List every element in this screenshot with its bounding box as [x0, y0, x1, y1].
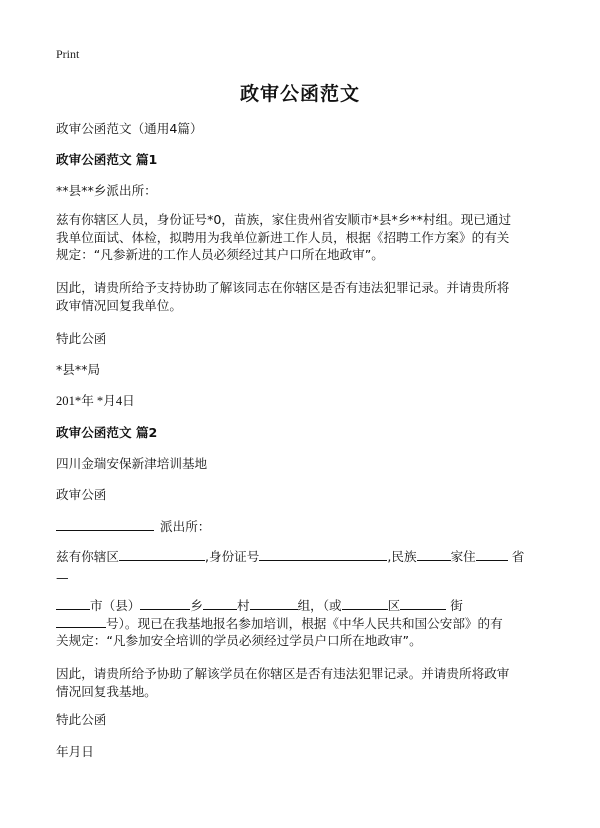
- house-number-blank[interactable]: [56, 615, 106, 628]
- document-title: 政审公函范文: [239, 83, 360, 105]
- print-label[interactable]: Print: [56, 47, 80, 61]
- form-text: 省: [511, 549, 525, 564]
- section2-addressee-suffix: 派出所：: [160, 519, 211, 534]
- section2-form-line3: [56, 597, 546, 614]
- street-blank[interactable]: [400, 597, 446, 610]
- section2-para2-line1: 因此，请贵所给予协助了解该学员在你辖区是否有违法犯罪记录。并请贵所将政审: [56, 666, 510, 681]
- section2-doc-type: 政审公函: [56, 487, 107, 502]
- section2-addressee: [56, 518, 546, 535]
- form-text: ,民族: [387, 549, 417, 564]
- form-text: 村: [236, 598, 250, 613]
- section1-paragraph1: [56, 211, 548, 264]
- section2-form-line4: [56, 615, 546, 632]
- ethnicity-blank[interactable]: [417, 548, 451, 561]
- district-blank[interactable]: [342, 597, 388, 610]
- group-blank[interactable]: [250, 597, 298, 610]
- section2-date: 年月日: [56, 744, 94, 759]
- section1-paragraph2: [56, 279, 548, 314]
- section1-para1-line2: 我单位面试、体检，拟聘用为我单位新进工作人员，根据《招聘工作方案》的有关: [56, 229, 510, 245]
- resident-name-blank[interactable]: [119, 548, 205, 561]
- form-text: 街: [450, 598, 463, 613]
- id-number-blank[interactable]: [259, 548, 387, 561]
- form-text: 区: [387, 598, 401, 613]
- section2-closing: 特此公函: [56, 712, 107, 727]
- section2-form-line5: 关规定：“凡参加安全培训的学员必须经过学员户口所在地政审”。: [56, 633, 422, 648]
- township-blank[interactable]: [140, 597, 190, 610]
- section1-heading: 政审公函范文 篇1: [56, 152, 158, 167]
- section2-paragraph2: [56, 665, 548, 700]
- section1-addressee: **县**乡派出所：: [56, 183, 157, 198]
- city-blank[interactable]: [56, 597, 90, 610]
- section2-form-line2: —: [56, 570, 69, 585]
- section1-closing: 特此公函: [56, 331, 107, 346]
- section1-para2-line1: 因此，请贵所给予支持协助了解该同志在你辖区是否有违法犯罪记录。并请贵所将: [56, 280, 510, 295]
- section2-para2-line2: 情况回复我基地。: [56, 683, 157, 699]
- section1-para1-line1: 兹有你辖区人员，身份证号*0，苗族，家住贵州省安顺市*县*乡**村组。现已通过: [56, 212, 512, 227]
- document-subtitle: 政审公函范文（通用4篇）: [56, 121, 203, 136]
- section1-date: 201*年 *月4日: [56, 394, 135, 408]
- form-text: 市（县）: [90, 598, 141, 613]
- form-text: ,身份证号: [204, 549, 260, 564]
- form-text: 号）。现已在我基地报名参加培训，根据《中华人民共和国公安部》的有: [106, 616, 503, 631]
- form-text: 家住: [450, 549, 476, 564]
- province-blank[interactable]: [476, 548, 508, 561]
- section2-form-line1: [56, 548, 546, 565]
- section1-para1-line3: 规定：“凡参新进的工作人员必须经过其户口所在地政审”。: [56, 247, 384, 262]
- form-text: 乡: [190, 598, 203, 613]
- section2-organization: 四川金瑞安保新津培训基地: [56, 456, 208, 471]
- village-blank[interactable]: [203, 597, 237, 610]
- form-text: 组，（或: [297, 598, 342, 613]
- section2-heading: 政审公函范文 篇2: [56, 425, 158, 440]
- section1-para2-line2: 政审情况回复我单位。: [56, 297, 182, 313]
- section1-sender: *县**局: [56, 362, 101, 377]
- form-text: 兹有你辖区: [56, 549, 119, 564]
- police-station-blank[interactable]: [56, 518, 154, 531]
